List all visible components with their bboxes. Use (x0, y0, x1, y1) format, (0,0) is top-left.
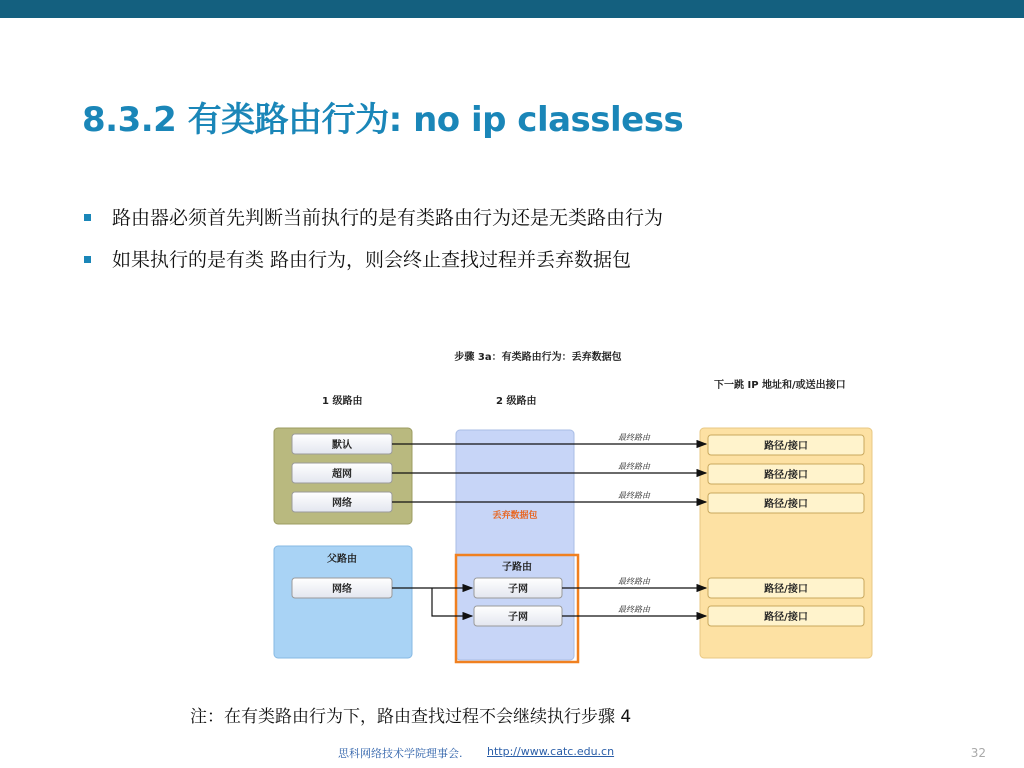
nexthop-item-label: 路径/接口 (764, 470, 808, 481)
drop-packet-label: 丢弃数据包 (492, 511, 538, 521)
bullet-text: 如果执行的是有类 路由行为，则会终止查找过程并丢弃数据包 (112, 249, 632, 271)
arrow-label: 最终路由 (618, 433, 650, 442)
bullet-text: 路由器必须首先判断当前执行的是有类路由行为还是无类路由行为 (112, 207, 664, 229)
nexthop-item-label: 路径/接口 (764, 441, 808, 452)
arrow-label: 最终路由 (618, 577, 650, 586)
page-number: 32 (970, 746, 986, 760)
level1-item-label: 超网 (332, 469, 352, 480)
footer-org: 思科网络技术学院理事会. (338, 747, 463, 760)
arrow-label: 最终路由 (618, 462, 650, 471)
parent-route-label: 父路由 (327, 554, 357, 565)
top-bar (0, 0, 1024, 18)
bullet-item (84, 246, 663, 288)
level2-label: 2 级路由 (496, 396, 537, 407)
bullet-list (84, 204, 663, 288)
diagram-heading: 步骤 3a：有类路由行为：丢弃数据包 (454, 352, 622, 363)
bullet-item (84, 204, 663, 246)
level1-item-label: 网络 (332, 498, 352, 509)
nexthop-item-label: 路径/接口 (764, 499, 808, 510)
nexthop-item-label: 路径/接口 (764, 584, 808, 595)
bullet-square-icon (84, 214, 91, 221)
level1-label: 1 级路由 (322, 396, 363, 407)
footer-url-link[interactable]: http://www.catc.edu.cn (487, 745, 615, 758)
child-item-label: 子网 (508, 584, 528, 595)
note-text: 注：在有类路由行为下，路由查找过程不会继续执行步骤 4 (190, 707, 632, 727)
child-route-label: 子路由 (502, 562, 532, 573)
bullet-square-icon (84, 256, 91, 263)
routing-diagram (270, 340, 880, 670)
level1-item-label: 默认 (332, 440, 352, 451)
parent-item-label: 网络 (332, 584, 352, 595)
nexthop-label: 下一跳 IP 地址和/或送出接口 (714, 380, 846, 391)
routing-diagram-svg (270, 340, 880, 670)
arrow-label: 最终路由 (618, 605, 650, 614)
slide-title: 8.3.2 有类路由行为: no ip classless (82, 100, 684, 140)
nexthop-item-label: 路径/接口 (764, 612, 808, 623)
arrow-label: 最终路由 (618, 491, 650, 500)
child-item-label: 子网 (508, 612, 528, 623)
